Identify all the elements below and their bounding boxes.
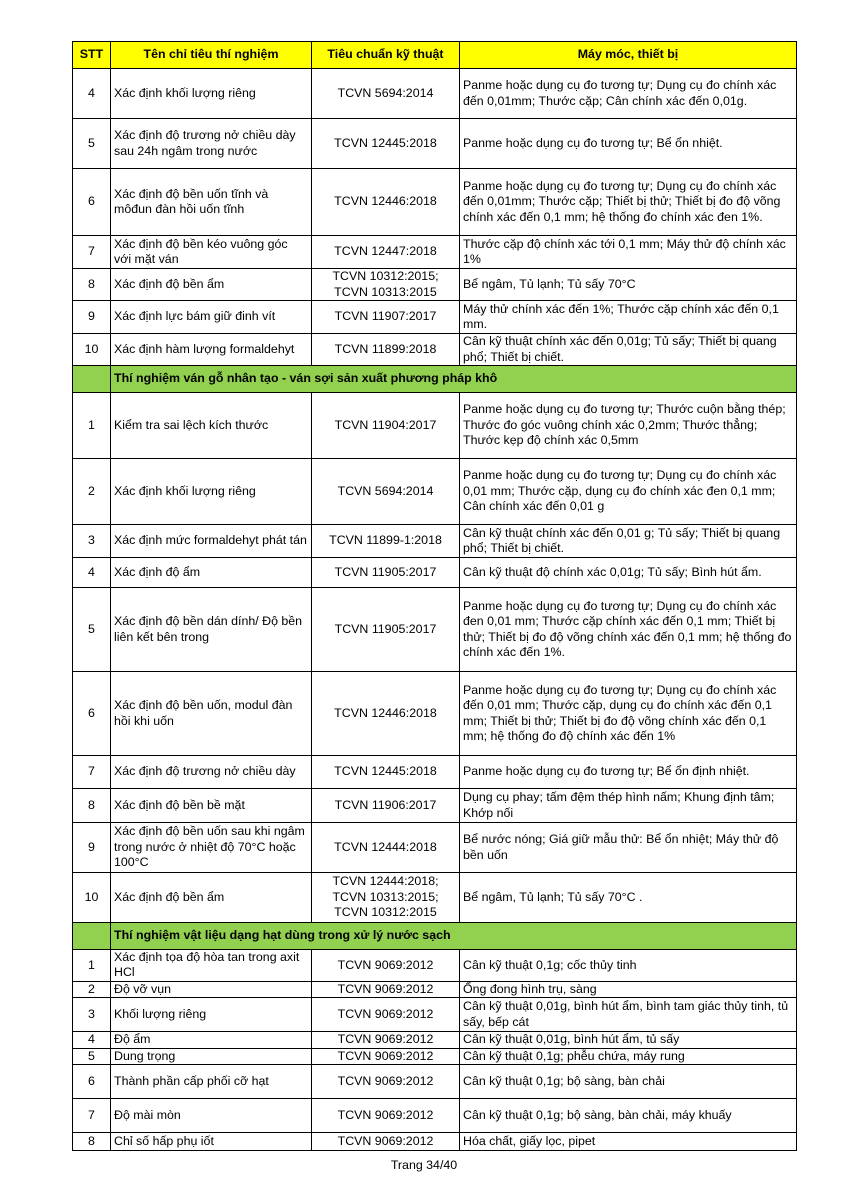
equipment-cell: Hóa chất, giấy lọc, pipet — [460, 1133, 797, 1151]
equipment-cell: Panme hoặc dụng cụ đo tương tự; Dụng cụ đo chính xác đến 0,01mm; Thước cặp; Thiết bị thử; Thiết bị đo độ võng chính xác đến 0,1 mm; hệ thống đo chính xác đen 1%. — [460, 169, 797, 236]
standard-cell: TCVN 5694:2014 — [312, 69, 460, 119]
stt-cell: 7 — [73, 1099, 111, 1133]
test-name-cell: Xác định tọa độ hòa tan trong axit HCl — [111, 950, 312, 982]
equipment-cell: Cân kỹ thuật 0,1g; bộ sàng, bàn chải — [460, 1065, 797, 1099]
stt-cell: 4 — [73, 1032, 111, 1048]
stt-cell: 1 — [73, 950, 111, 982]
standard-cell: TCVN 12444:2018 — [312, 823, 460, 873]
test-name-cell: Độ vỡ vụn — [111, 981, 312, 997]
table-row — [73, 459, 797, 525]
stt-cell: 10 — [73, 334, 111, 366]
table-row — [73, 588, 797, 672]
table-row — [73, 998, 797, 1032]
equipment-cell: Thước cặp độ chính xác tới 0,1 mm; Máy thử độ chính xác 1% — [460, 236, 797, 269]
equipment-cell: Panme hoặc dụng cụ đo tương tự; Thước cuộn bằng thép; Thước đo góc vuông chính xác 0,2mm; Thước thẳng; Thước kẹp độ chính xác 0,5mm — [460, 393, 797, 459]
test-name-cell: Xác định khối lượng riêng — [111, 69, 312, 119]
header-equipment: Máy móc, thiết bị — [460, 42, 797, 69]
test-name-cell: Xác định độ bền dán dính/ Độ bền liên kết bên trong — [111, 588, 312, 672]
equipment-cell: Cân kỹ thuật độ chính xác 0,01g; Tủ sấy; Bình hút ẩm. — [460, 558, 797, 588]
equipment-cell: Bể nước nóng; Giá giữ mẫu thử: Bể ổn nhiệt; Máy thử độ bền uốn — [460, 823, 797, 873]
table-header-row — [73, 42, 797, 69]
test-name-cell: Xác định độ ẩm — [111, 558, 312, 588]
test-name-cell: Xác định độ bền bề mặt — [111, 789, 312, 823]
stt-cell: 7 — [73, 756, 111, 789]
standard-cell: TCVN 12447:2018 — [312, 236, 460, 269]
stt-cell: 5 — [73, 1048, 111, 1064]
table-row — [73, 873, 797, 923]
test-name-cell: Xác định độ bền ẩm — [111, 873, 312, 923]
standard-cell: TCVN 9069:2012 — [312, 950, 460, 982]
stt-cell: 2 — [73, 981, 111, 997]
test-name-cell: Xác định độ trương nở chiều dày — [111, 756, 312, 789]
stt-cell: 2 — [73, 459, 111, 525]
section-stt-cell — [73, 923, 111, 950]
standard-cell: TCVN 5694:2014 — [312, 459, 460, 525]
standard-cell: TCVN 12445:2018 — [312, 119, 460, 169]
standard-cell: TCVN 11906:2017 — [312, 789, 460, 823]
table-row — [73, 269, 797, 301]
stt-cell: 5 — [73, 119, 111, 169]
table-row — [73, 672, 797, 756]
equipment-cell: Panme hoặc dụng cụ đo tương tự; Dụng cụ đo chính xác đến 0,01mm; Thước cặp; Cân chính xác đến 0,01g. — [460, 69, 797, 119]
header-test-name: Tên chỉ tiêu thí nghiệm — [111, 42, 312, 69]
test-name-cell: Xác định độ trương nở chiều dày sau 24h ngâm trong nước — [111, 119, 312, 169]
table-row — [73, 169, 797, 236]
table-row — [73, 1032, 797, 1048]
table-row — [73, 525, 797, 558]
test-name-cell: Độ ẩm — [111, 1032, 312, 1048]
table-row — [73, 950, 797, 982]
test-name-cell: Xác định độ bền kéo vuông góc với mặt ván — [111, 236, 312, 269]
stt-cell: 1 — [73, 393, 111, 459]
standard-cell: TCVN 10312:2015; TCVN 10313:2015 — [312, 269, 460, 301]
table-row — [73, 1099, 797, 1133]
stt-cell: 9 — [73, 301, 111, 334]
table-row — [73, 69, 797, 119]
standard-cell: TCVN 12444:2018; TCVN 10313:2015; TCVN 10312:2015 — [312, 873, 460, 923]
section-title: Thí nghiệm vật liệu dạng hạt dùng trong xử lý nước sạch — [111, 923, 797, 950]
test-name-cell: Xác định độ bền uốn, modul đàn hồi khi uốn — [111, 672, 312, 756]
page-number: Trang 34/40 — [390, 1158, 458, 1172]
equipment-cell: Bể ngâm, Tủ lạnh; Tủ sấy 70°C — [460, 269, 797, 301]
table-row — [73, 334, 797, 366]
test-name-cell: Xác định hàm lượng formaldehyt — [111, 334, 312, 366]
equipment-cell: Cân kỹ thuật 0,01g, bình hút ẩm, tủ sấy — [460, 1032, 797, 1048]
stt-cell: 3 — [73, 525, 111, 558]
test-name-cell: Độ mài mòn — [111, 1099, 312, 1133]
equipment-cell: Cân kỹ thuật 0,1g; cốc thủy tinh — [460, 950, 797, 982]
stt-cell: 4 — [73, 558, 111, 588]
standard-cell: TCVN 9069:2012 — [312, 998, 460, 1032]
stt-cell: 6 — [73, 672, 111, 756]
test-name-cell: Kiểm tra sai lệch kích thước — [111, 393, 312, 459]
equipment-cell: Cân kỹ thuật 0,1g; bộ sàng, bàn chải, máy khuấy — [460, 1099, 797, 1133]
table-row — [73, 301, 797, 334]
table-row — [73, 981, 797, 997]
stt-cell: 8 — [73, 269, 111, 301]
equipment-cell: Dụng cụ phay; tấm đệm thép hình nấm; Khung định tâm; Khớp nối — [460, 789, 797, 823]
equipment-cell: Panme hoặc dụng cụ đo tương tự; Bể ổn nhiệt. — [460, 119, 797, 169]
stt-cell: 8 — [73, 789, 111, 823]
stt-cell: 8 — [73, 1133, 111, 1151]
standard-cell: TCVN 12446:2018 — [312, 672, 460, 756]
equipment-cell: Panme hoặc dụng cụ đo tương tự; Dụng cụ đo chính xác đến 0,01 mm; Thước cặp, dụng cụ đo chính xác đến 0,1 mm; Thiết bị thử; Thiết bị đo độ võng chính xác đến 0,1 mm; hệ thống đo độ chính xác đến 1% — [460, 672, 797, 756]
test-name-cell: Xác định độ bền ẩm — [111, 269, 312, 301]
table-body — [73, 69, 797, 1151]
equipment-cell: Panme hoặc dụng cụ đo tương tự; Dụng cụ đo chính xác 0,01 mm; Thước cặp, dụng cụ đo chính xác đen 0,1 mm; Cân chính xác đến 0,01 g — [460, 459, 797, 525]
equipment-cell: Cân kỹ thuật 0,01g, bình hút ẩm, bình tam giác thủy tinh, tủ sấy, bếp cát — [460, 998, 797, 1032]
table-row — [73, 393, 797, 459]
section-title: Thí nghiệm ván gỗ nhân tạo - ván sợi sản xuất phương pháp khô — [111, 366, 797, 393]
equipment-cell: Máy thử chính xác đến 1%; Thước cặp chính xác đến 0,1 mm. — [460, 301, 797, 334]
stt-cell: 6 — [73, 1065, 111, 1099]
standard-cell: TCVN 9069:2012 — [312, 981, 460, 997]
header-standard: Tiêu chuẩn kỹ thuật — [312, 42, 460, 69]
stt-cell: 4 — [73, 69, 111, 119]
test-name-cell: Xác định mức formaldehyt phát tán — [111, 525, 312, 558]
equipment-cell: Cân kỹ thuật chính xác đến 0,01 g; Tủ sấy; Thiết bị quang phổ; Thiết bị chiết. — [460, 525, 797, 558]
test-name-cell: Xác định độ bền uốn tĩnh và môđun đàn hồi uốn tĩnh — [111, 169, 312, 236]
standard-cell: TCVN 11899-1:2018 — [312, 525, 460, 558]
table-row — [73, 1133, 797, 1151]
table-row — [73, 823, 797, 873]
section-row — [73, 923, 797, 950]
standard-cell: TCVN 11904:2017 — [312, 393, 460, 459]
standard-cell: TCVN 12446:2018 — [312, 169, 460, 236]
standard-cell: TCVN 9069:2012 — [312, 1099, 460, 1133]
test-name-cell: Xác định lực bám giữ đinh vít — [111, 301, 312, 334]
standard-cell: TCVN 11907:2017 — [312, 301, 460, 334]
test-name-cell: Chỉ số hấp phụ iốt — [111, 1133, 312, 1151]
table-row — [73, 119, 797, 169]
standard-cell: TCVN 12445:2018 — [312, 756, 460, 789]
table-row — [73, 1048, 797, 1064]
stt-cell: 5 — [73, 588, 111, 672]
equipment-cell: Ống đong hình trụ, sàng — [460, 981, 797, 997]
equipment-cell: Cân kỹ thuật 0,1g; phễu chứa, máy rung — [460, 1048, 797, 1064]
stt-cell: 7 — [73, 236, 111, 269]
stt-cell: 6 — [73, 169, 111, 236]
test-name-cell: Xác định độ bền uốn sau khi ngâm trong nước ở nhiệt độ 70°C hoặc 100°C — [111, 823, 312, 873]
table-row — [73, 1065, 797, 1099]
standard-cell: TCVN 11905:2017 — [312, 558, 460, 588]
section-stt-cell — [73, 366, 111, 393]
standard-cell: TCVN 9069:2012 — [312, 1065, 460, 1099]
test-name-cell: Xác định khối lượng riêng — [111, 459, 312, 525]
equipment-cell: Cân kỹ thuật chính xác đến 0,01g; Tủ sấy; Thiết bị quang phổ; Thiết bị chiết. — [460, 334, 797, 366]
stt-cell: 10 — [73, 873, 111, 923]
standard-cell: TCVN 9069:2012 — [312, 1133, 460, 1151]
stt-cell: 3 — [73, 998, 111, 1032]
equipment-cell: Panme hoặc dụng cụ đo tương tự; Bể ổn định nhiệt. — [460, 756, 797, 789]
standard-cell: TCVN 9069:2012 — [312, 1032, 460, 1048]
table-row — [73, 756, 797, 789]
header-stt: STT — [73, 42, 111, 69]
standard-cell: TCVN 9069:2012 — [312, 1048, 460, 1064]
stt-cell: 9 — [73, 823, 111, 873]
equipment-cell: Bể ngâm, Tủ lạnh; Tủ sấy 70°C . — [460, 873, 797, 923]
table-row — [73, 236, 797, 269]
standard-cell: TCVN 11899:2018 — [312, 334, 460, 366]
test-name-cell: Dung trọng — [111, 1048, 312, 1064]
equipment-table — [72, 41, 797, 1151]
test-name-cell: Thành phần cấp phối cỡ hạt — [111, 1065, 312, 1099]
table-row — [73, 558, 797, 588]
equipment-cell: Panme hoặc dụng cụ đo tương tự; Dụng cụ đo chính xác đen 0,01 mm; Thước cặp chính xác đến 0,1 mm; Thiết bị thử; Thiết bị đo độ võng chính xác đến 0,1 mm; hệ thống đo chính xác đến 1%. — [460, 588, 797, 672]
test-name-cell: Khối lượng riêng — [111, 998, 312, 1032]
table-row — [73, 789, 797, 823]
standard-cell: TCVN 11905:2017 — [312, 588, 460, 672]
section-row — [73, 366, 797, 393]
